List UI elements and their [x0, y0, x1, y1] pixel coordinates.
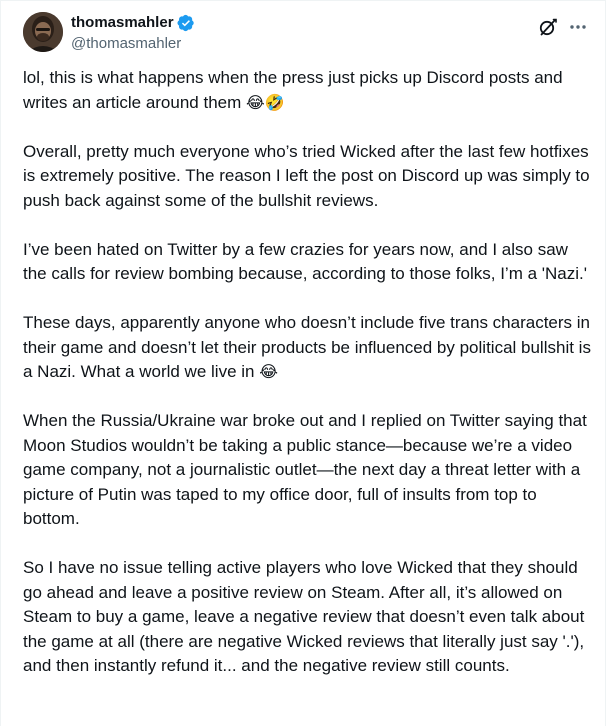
paragraph-text: I’ve been hated on Twitter by a few crazies for years now, and I also saw the calls for review bombing because, according to those folks, I’m a 'Nazi.': [23, 239, 587, 283]
tweet-header: [23, 12, 589, 58]
paragraph-text: These days, apparently anyone who doesn’t include five trans characters in their game and doesn’t let their products be influenced by political bullshit is a Nazi. What a world we live in: [23, 313, 591, 381]
paragraph-text: lol, this is what happens when the press just picks up Discord posts and writes an article around them: [23, 68, 563, 112]
more-horizontal-icon[interactable]: [567, 16, 589, 38]
paragraph-text: So I have no issue telling active players who love Wicked that they should go ahead and leave a positive review on Steam. After all, it’s allowed on Steam to buy a game, leave a negative review that doesn’t even talk about the game at all (there are negative Wicked reviews that literally just say '.'), and then instantly refund it... and the negative review still counts.: [23, 558, 585, 675]
verified-badge-icon[interactable]: [177, 14, 195, 32]
paragraph-text: When the Russia/Ukraine war broke out and I replied on Twitter saying that Moon Studios wouldn’t be taking a public stance—because we’re a video game company, not a journalistic outlet—the next day a threat letter with a picture of Putin was taped to my office door, full of insults from top to bottom.: [23, 411, 587, 528]
display-name-row: [71, 13, 195, 33]
header-actions: [537, 16, 589, 38]
author-block: [71, 13, 195, 54]
tweet-paragraph: [23, 66, 591, 115]
tweet-paragraph: [23, 140, 591, 214]
paragraph-text: Overall, pretty much everyone who’s tried Wicked after the last few hotfixes is extremely positive. The reason I left the post on Discord up was simply to push back against some of the bullshit reviews.: [23, 141, 590, 210]
tweet-paragraph: [23, 409, 591, 532]
tweet-paragraph: [23, 556, 591, 679]
grok-slash-icon[interactable]: [537, 16, 559, 38]
avatar-photo: [23, 12, 63, 52]
avatar[interactable]: [23, 12, 63, 52]
tweet-paragraph: [23, 311, 591, 385]
author-display-name[interactable]: thomasmahler: [71, 14, 174, 31]
tweet-text: [23, 66, 591, 679]
laughing-emoji-icon: 😂: [259, 364, 278, 381]
laughing-emoji-icon: 😂🤣: [246, 94, 285, 112]
tweet-paragraph: [23, 238, 591, 287]
author-handle[interactable]: @thomasmahler: [71, 35, 182, 52]
